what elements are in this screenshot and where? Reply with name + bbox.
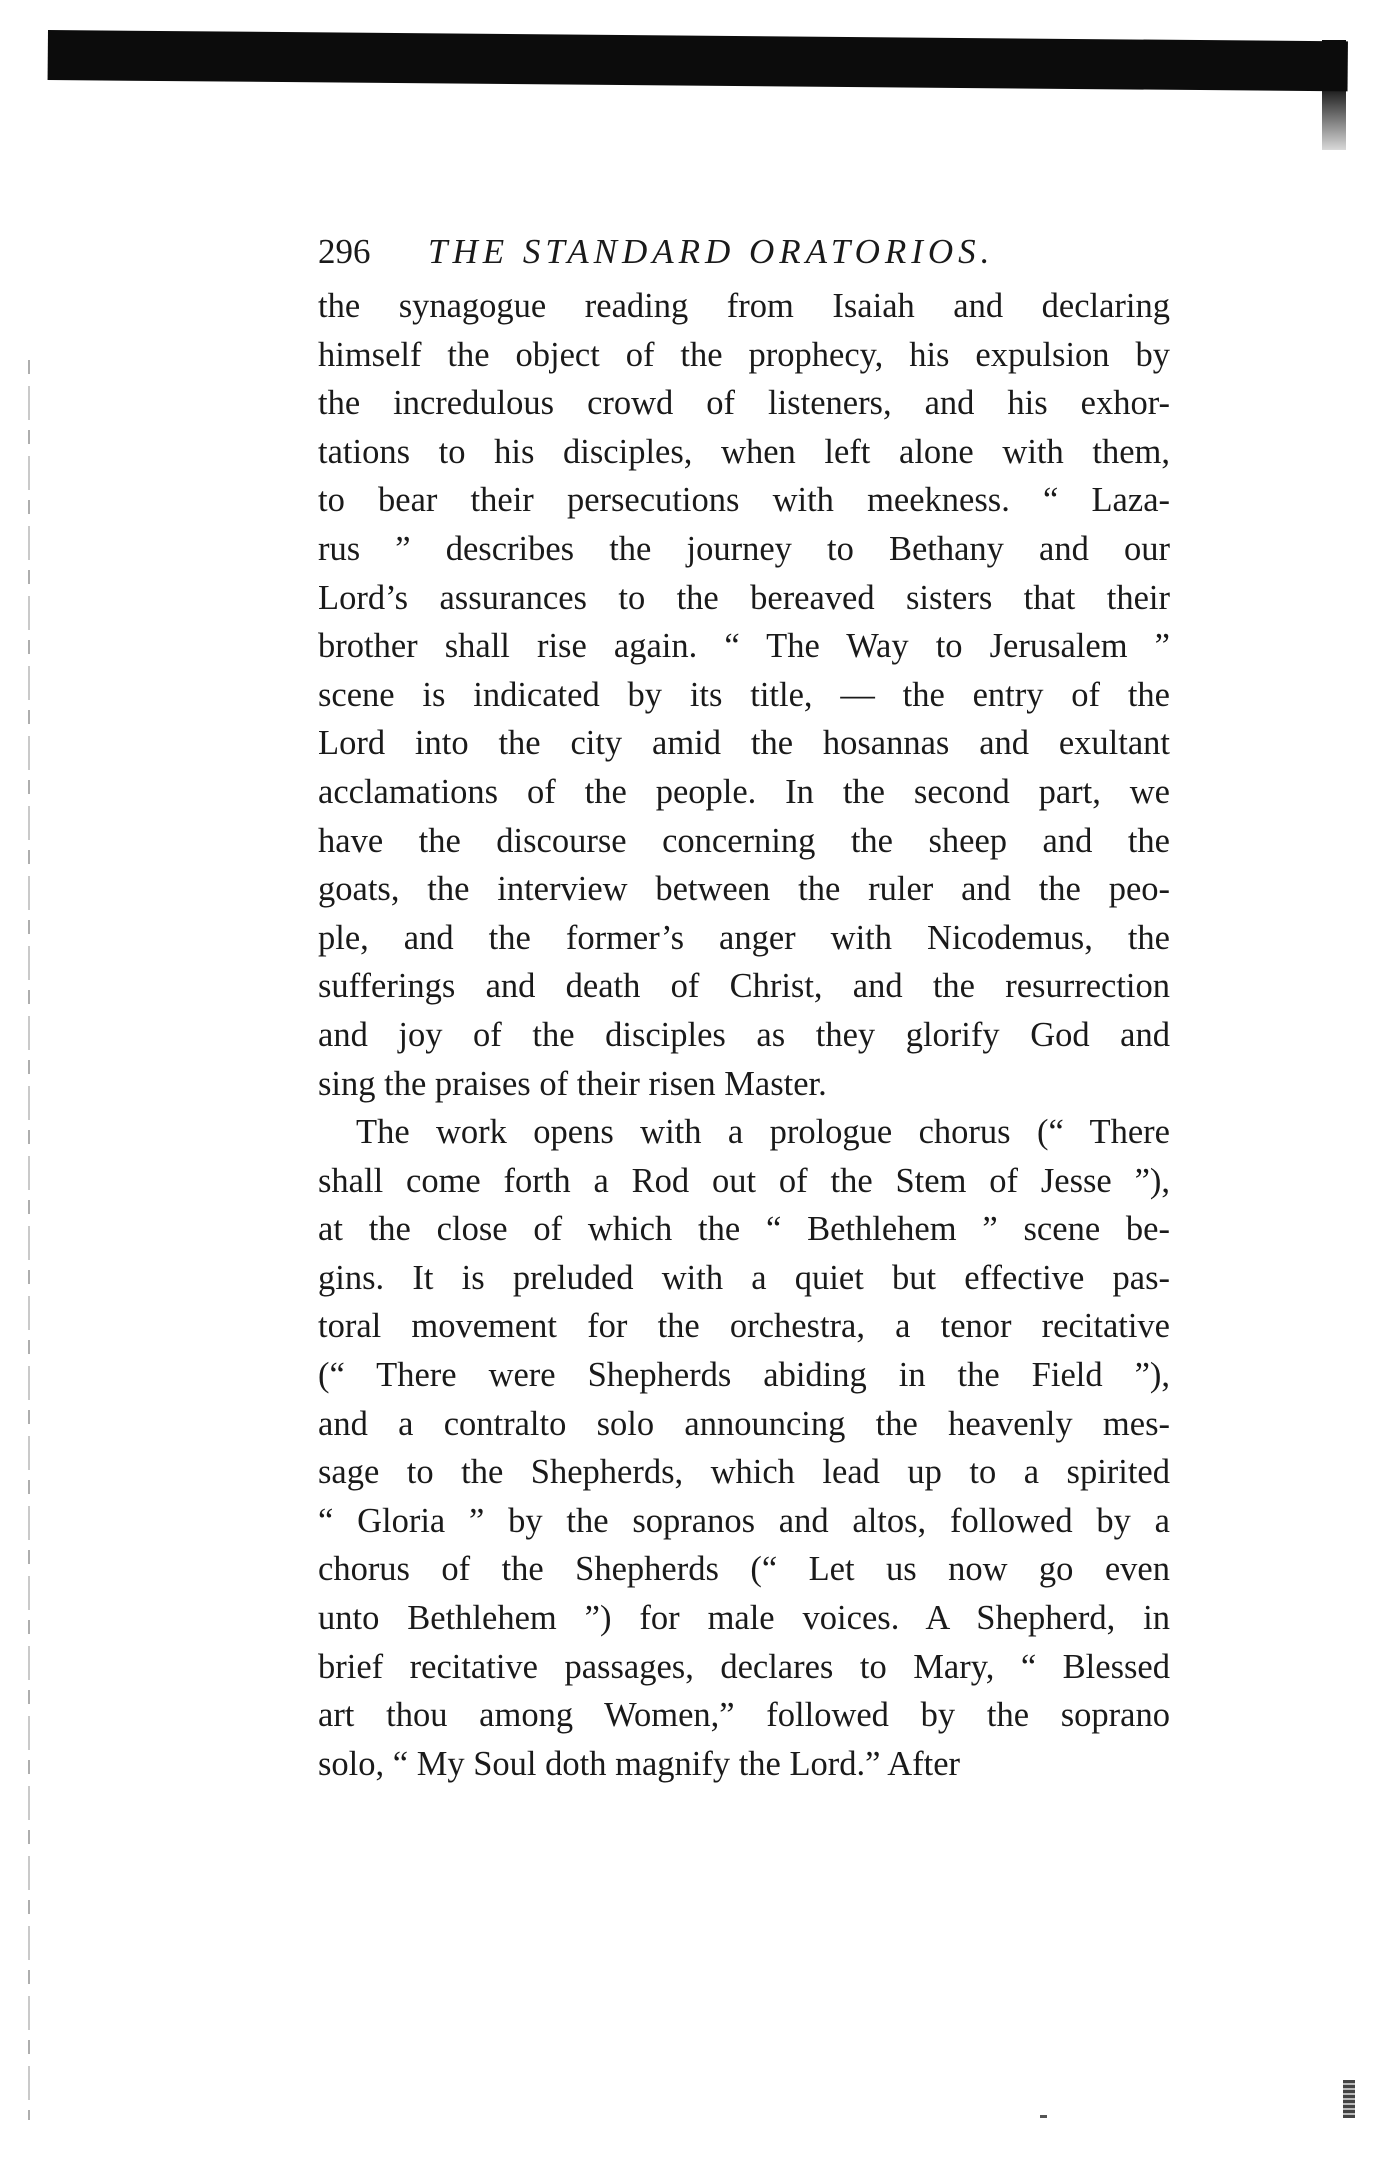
text-line: sage to the Shepherds, which lead up to a spirited	[318, 1453, 1170, 1492]
text-line: gins. It is preluded with a quiet but effective pas-	[318, 1258, 1170, 1297]
running-title: THE STANDARD ORATORIOS.	[428, 232, 995, 271]
text-line: (“ There were Shepherds abiding in the Field ”),	[318, 1356, 1170, 1395]
text-line: the incredulous crowd of listeners, and his exhor-	[318, 384, 1170, 423]
text-line: rus ” describes the journey to Bethany and our	[318, 529, 1170, 568]
book-page	[318, 222, 1170, 1788]
text-line: art thou among Women,” followed by the soprano	[318, 1696, 1170, 1735]
text-line: have the discourse concerning the sheep and the	[318, 821, 1170, 860]
text-line: scene is indicated by its title, — the entry of the	[318, 675, 1170, 714]
text-line: and a contralto solo announcing the heavenly mes-	[318, 1404, 1170, 1443]
scan-border-top	[48, 30, 1348, 91]
running-head	[318, 222, 1170, 282]
text-line: himself the object of the prophecy, his expulsion by	[318, 335, 1170, 374]
scan-artifact-dot	[1040, 2115, 1047, 2118]
text-line: to bear their persecutions with meekness. “ Laza-	[318, 481, 1170, 520]
text-line: Lord into the city amid the hosannas and exultant	[318, 724, 1170, 763]
text-line: goats, the interview between the ruler and the peo-	[318, 870, 1170, 909]
body-text	[318, 282, 1170, 1788]
scan-border-corner	[1322, 40, 1346, 150]
page-number: 296	[318, 232, 371, 271]
paragraph	[318, 282, 1170, 1108]
text-line: toral movement for the orchestra, a tenor recitative	[318, 1307, 1170, 1346]
text-line: brother shall rise again. “ The Way to Jerusalem ”	[318, 627, 1170, 666]
text-line: shall come forth a Rod out of the Stem of Jesse ”),	[318, 1161, 1170, 1200]
text-line: and joy of the disciples as they glorify God and	[318, 1015, 1170, 1054]
text-line: acclamations of the people. In the second part, we	[318, 772, 1170, 811]
text-line: sing the praises of their risen Master.	[318, 1064, 827, 1103]
text-line: the synagogue reading from Isaiah and declaring	[318, 287, 1170, 325]
scan-artifact-mark	[1343, 2080, 1355, 2118]
scan-border-left	[28, 360, 30, 2120]
text-line: sufferings and death of Christ, and the resurrection	[318, 967, 1170, 1006]
text-line: tations to his disciples, when left alone with them,	[318, 432, 1170, 471]
text-line: The work opens with a prologue chorus (“ There	[356, 1113, 1170, 1152]
text-line: ple, and the former’s anger with Nicodemus, the	[318, 918, 1170, 957]
text-line: chorus of the Shepherds (“ Let us now go even	[318, 1550, 1170, 1589]
text-line: unto Bethlehem ”) for male voices. A Shepherd, in	[318, 1599, 1170, 1638]
text-line: Lord’s assurances to the bereaved sisters that their	[318, 578, 1170, 617]
text-line: solo, “ My Soul doth magnify the Lord.” After	[318, 1744, 960, 1783]
paragraph	[318, 1108, 1170, 1788]
text-line: at the close of which the “ Bethlehem ” scene be-	[318, 1210, 1170, 1249]
text-line: “ Gloria ” by the sopranos and altos, followed by a	[318, 1501, 1170, 1540]
text-line: brief recitative passages, declares to Mary, “ Blessed	[318, 1647, 1170, 1686]
